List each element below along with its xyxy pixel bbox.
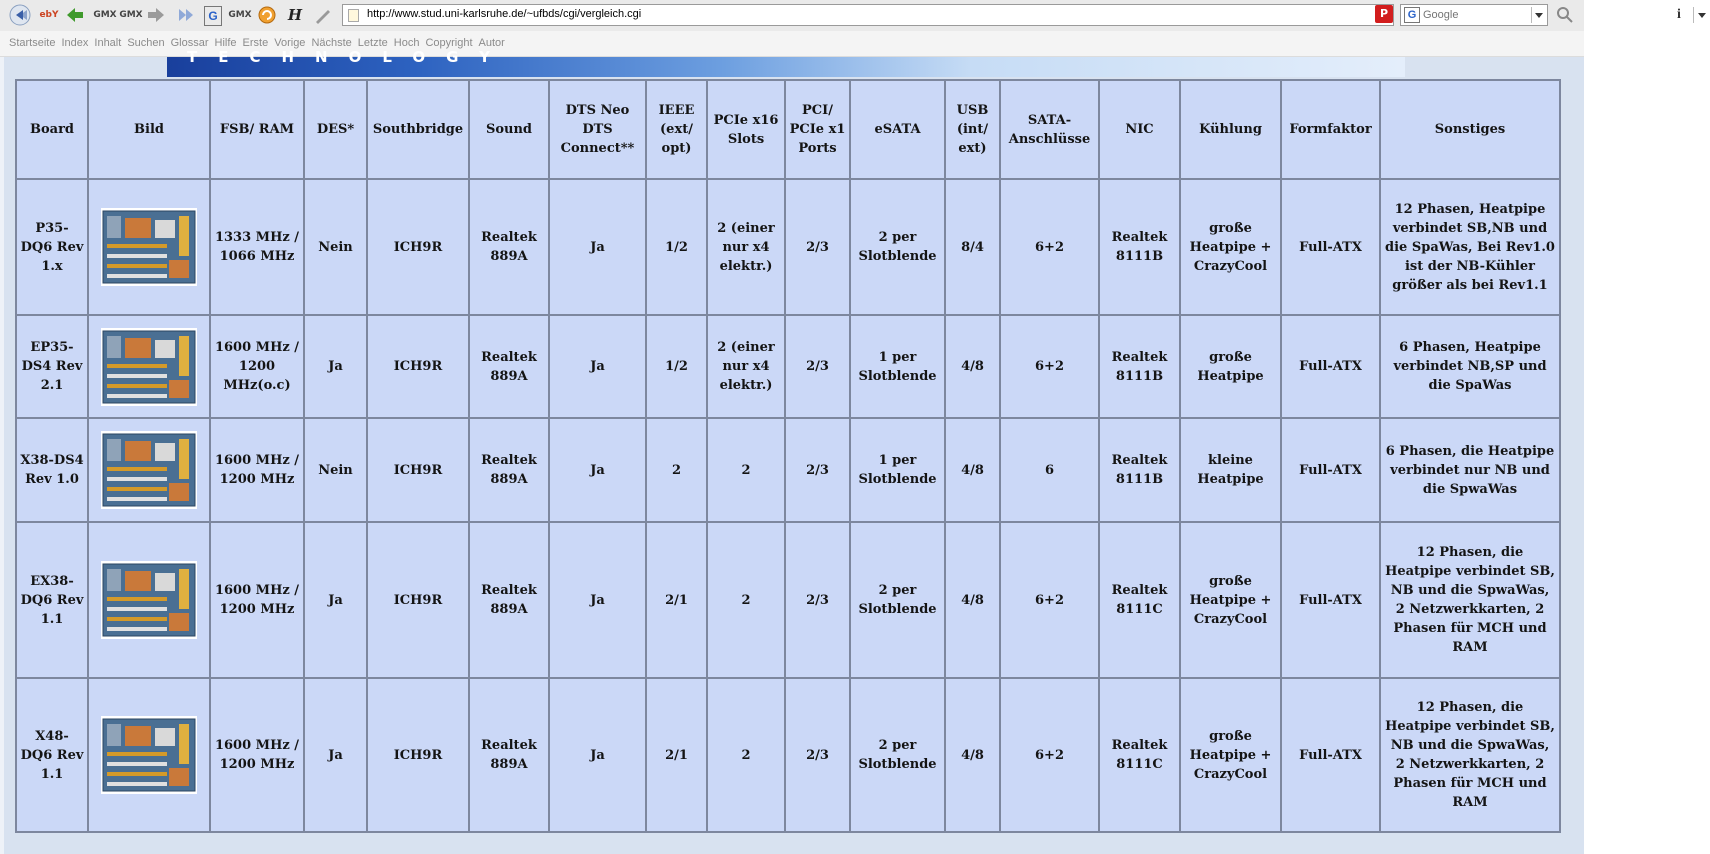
cell-fsb-ram: 1333 MHz / 1066 MHz (210, 179, 304, 315)
search-input[interactable] (1423, 7, 1527, 23)
cell-esata: 1 per Slotblende (850, 315, 945, 418)
cell-usb: 8/4 (945, 179, 1000, 315)
cell-formfaktor: Full-ATX (1281, 179, 1380, 315)
table-row (16, 418, 1560, 522)
table-row (16, 522, 1560, 678)
cell-des: Nein (304, 179, 367, 315)
url-dropdown-icon[interactable] (1693, 7, 1710, 23)
cell-kuehlung: große Heatpipe + CrazyCool (1180, 678, 1281, 832)
cell-ieee: 1/2 (646, 315, 707, 418)
header-bild: Bild (88, 80, 210, 179)
back-arrow-icon[interactable] (64, 4, 86, 26)
cell-esata: 2 per Slotblende (850, 678, 945, 832)
cell-usb: 4/8 (945, 522, 1000, 678)
google-icon[interactable]: G (204, 6, 222, 26)
header-sonstiges: Sonstiges (1380, 80, 1560, 179)
cell-formfaktor: Full-ATX (1281, 678, 1380, 832)
cell-nic: Realtek 8111C (1099, 522, 1180, 678)
cell-dts: Ja (549, 179, 646, 315)
cell-bild (88, 418, 210, 522)
cell-board: X48-DQ6 Rev 1.1 (16, 678, 88, 832)
gmx-mail-icon[interactable]: GMX (119, 10, 143, 20)
cell-dts: Ja (549, 522, 646, 678)
search-engine-icon[interactable]: G (1404, 7, 1420, 23)
cell-nic: Realtek 8111B (1099, 179, 1180, 315)
page-content (0, 48, 1584, 854)
cell-des: Ja (304, 315, 367, 418)
header-board: Board (16, 80, 88, 179)
cell-bild (88, 315, 210, 418)
refresh-icon[interactable] (256, 4, 278, 26)
motherboard-image (101, 561, 197, 639)
cell-pcie-x16: 2 (einer nur x4 elektr.) (707, 179, 785, 315)
pdf-icon[interactable]: P (1375, 5, 1393, 23)
search-go-icon[interactable] (1556, 6, 1576, 24)
cell-sonstiges: 6 Phasen, Heatpipe verbindet NB,SP und die SpaWas (1380, 315, 1560, 418)
header-sata: SATA-Anschlüsse (1000, 80, 1099, 179)
nav-erste[interactable]: Erste (242, 37, 269, 49)
cell-southbridge: ICH9R (367, 179, 469, 315)
technology-banner (167, 48, 1405, 77)
forward-arrow-icon[interactable] (145, 4, 167, 26)
header-kuehlung: Kühlung (1180, 80, 1281, 179)
header-ieee: IEEE (ext/ opt) (646, 80, 707, 179)
cell-sound: Realtek 889A (469, 522, 549, 678)
cell-pci-pcie-x1: 2/3 (785, 179, 850, 315)
cell-pcie-x16: 2 (einer nur x4 elektr.) (707, 315, 785, 418)
cell-bild (88, 179, 210, 315)
cell-sound: Realtek 889A (469, 179, 549, 315)
cell-dts: Ja (549, 678, 646, 832)
cell-sonstiges: 6 Phasen, die Heatpipe verbindet nur NB und die SpwaWas (1380, 418, 1560, 522)
cell-pcie-x16: 2 (707, 678, 785, 832)
cell-kuehlung: große Heatpipe (1180, 315, 1281, 418)
browser-toolbar (0, 0, 1681, 32)
cell-board: X38-DS4 Rev 1.0 (16, 418, 88, 522)
cell-sata: 6+2 (1000, 522, 1099, 678)
cell-usb: 4/8 (945, 678, 1000, 832)
cell-sata: 6+2 (1000, 315, 1099, 418)
nav-copyright[interactable]: Copyright (425, 37, 473, 49)
cell-board: P35-DQ6 Rev 1.x (16, 179, 88, 315)
mainboard-comparison-table (15, 79, 1561, 833)
cell-board: EP35-DS4 Rev 2.1 (16, 315, 88, 418)
motherboard-image (101, 716, 197, 794)
cell-board: EX38-DQ6 Rev 1.1 (16, 522, 88, 678)
cell-sonstiges: 12 Phasen, die Heatpipe verbindet SB, NB und die SpwaWas, 2 Netzwerkkarten, 2 Phasen für MCH und RAM (1380, 522, 1560, 678)
header-fsb-ram: FSB/ RAM (210, 80, 304, 179)
nav-vorige[interactable]: Vorige (274, 37, 306, 49)
header-dts: DTS Neo DTS Connect** (549, 80, 646, 179)
history-icon[interactable]: H (287, 6, 303, 24)
motherboard-image (101, 208, 197, 286)
cell-southbridge: ICH9R (367, 522, 469, 678)
cell-sonstiges: 12 Phasen, die Heatpipe verbindet SB, NB und die SpwaWas, 2 Netzwerkkarten, 2 Phasen für MCH und RAM (1380, 678, 1560, 832)
cell-esata: 2 per Slotblende (850, 179, 945, 315)
banner-text: TECHNOLOGY (187, 48, 511, 66)
cell-usb: 4/8 (945, 418, 1000, 522)
cell-des: Ja (304, 678, 367, 832)
cell-usb: 4/8 (945, 315, 1000, 418)
header-pci-pcie-x1: PCI/ PCIe x1 Ports (785, 80, 850, 179)
search-dropdown-icon[interactable] (1531, 7, 1546, 23)
fast-forward-icon[interactable] (175, 4, 197, 26)
cell-sound: Realtek 889A (469, 678, 549, 832)
page-icon (348, 9, 359, 22)
cell-fsb-ram: 1600 MHz / 1200 MHz (210, 522, 304, 678)
table-row (16, 678, 1560, 832)
cell-formfaktor: Full-ATX (1281, 522, 1380, 678)
gmx-search-icon[interactable]: GMX (228, 10, 252, 20)
cell-fsb-ram: 1600 MHz / 1200 MHz (210, 418, 304, 522)
cell-ieee: 1/2 (646, 179, 707, 315)
header-des: DES* (304, 80, 367, 179)
nav-hilfe[interactable]: Hilfe (214, 37, 237, 49)
nav-startseite[interactable]: Startseite (9, 37, 56, 49)
header-usb: USB (int/ ext) (945, 80, 1000, 179)
cell-pci-pcie-x1: 2/3 (785, 418, 850, 522)
cell-ieee: 2 (646, 418, 707, 522)
cell-fsb-ram: 1600 MHz / 1200 MHz(o.c) (210, 315, 304, 418)
header-pcie-x16: PCIe x16 Slots (707, 80, 785, 179)
cell-kuehlung: große Heatpipe + CrazyCool (1180, 522, 1281, 678)
nav-inhalt[interactable]: Inhalt (94, 37, 122, 49)
cell-dts: Ja (549, 418, 646, 522)
nav-suchen[interactable]: Suchen (127, 37, 165, 49)
address-bar[interactable] (342, 4, 1681, 26)
url-text[interactable]: http://www.stud.uni-karlsruhe.de/~ufbds/cgi/vergleich.cgi (367, 8, 642, 20)
cell-sonstiges: 12 Phasen, Heatpipe verbindet SB,NB und die SpaWas, Bei Rev1.0 ist der NB-Kühler größer als bei Rev1.1 (1380, 179, 1560, 315)
cell-sata: 6 (1000, 418, 1099, 522)
nav-autor[interactable]: Autor (478, 37, 505, 49)
cell-sound: Realtek 889A (469, 315, 549, 418)
search-box[interactable] (1400, 4, 1548, 26)
table-row (16, 179, 1560, 315)
cell-formfaktor: Full-ATX (1281, 418, 1380, 522)
ebay-icon[interactable]: ebY (39, 10, 59, 20)
table-row (16, 315, 1560, 418)
pen-icon[interactable] (312, 4, 334, 26)
cell-sata: 6+2 (1000, 678, 1099, 832)
nav-naechste[interactable]: Nächste (311, 37, 352, 49)
cell-nic: Realtek 8111C (1099, 678, 1180, 832)
cell-des: Ja (304, 522, 367, 678)
cell-pci-pcie-x1: 2/3 (785, 522, 850, 678)
cell-bild (88, 522, 210, 678)
header-formfaktor: Formfaktor (1281, 80, 1380, 179)
cell-kuehlung: große Heatpipe + CrazyCool (1180, 179, 1281, 315)
header-sound: Sound (469, 80, 549, 179)
gmx-icon[interactable]: GMX (93, 10, 117, 20)
cell-southbridge: ICH9R (367, 418, 469, 522)
cell-dts: Ja (549, 315, 646, 418)
cell-ieee: 2/1 (646, 678, 707, 832)
motherboard-image (101, 431, 197, 509)
header-southbridge: Southbridge (367, 80, 469, 179)
cell-pcie-x16: 2 (707, 418, 785, 522)
header-nic: NIC (1099, 80, 1180, 179)
cell-ieee: 2/1 (646, 522, 707, 678)
info-icon[interactable]: i (1677, 7, 1681, 22)
cell-bild (88, 678, 210, 832)
cell-esata: 2 per Slotblende (850, 522, 945, 678)
table-header-row (16, 80, 1560, 179)
cell-sound: Realtek 889A (469, 418, 549, 522)
nav-glossar[interactable]: Glossar (170, 37, 209, 49)
cell-formfaktor: Full-ATX (1281, 315, 1380, 418)
cell-kuehlung: kleine Heatpipe (1180, 418, 1281, 522)
motherboard-image (101, 328, 197, 406)
cell-sata: 6+2 (1000, 179, 1099, 315)
cell-nic: Realtek 8111B (1099, 315, 1180, 418)
cell-pci-pcie-x1: 2/3 (785, 315, 850, 418)
back-icon[interactable] (9, 4, 31, 26)
nav-hoch[interactable]: Hoch (393, 37, 420, 49)
cell-des: Nein (304, 418, 367, 522)
cell-esata: 1 per Slotblende (850, 418, 945, 522)
nav-index[interactable]: Index (61, 37, 89, 49)
cell-pci-pcie-x1: 2/3 (785, 678, 850, 832)
cell-fsb-ram: 1600 MHz / 1200 MHz (210, 678, 304, 832)
cell-pcie-x16: 2 (707, 522, 785, 678)
cell-nic: Realtek 8111B (1099, 418, 1180, 522)
cell-southbridge: ICH9R (367, 315, 469, 418)
cell-southbridge: ICH9R (367, 678, 469, 832)
header-esata: eSATA (850, 80, 945, 179)
nav-letzte[interactable]: Letzte (357, 37, 388, 49)
page-left-edge (0, 57, 4, 854)
